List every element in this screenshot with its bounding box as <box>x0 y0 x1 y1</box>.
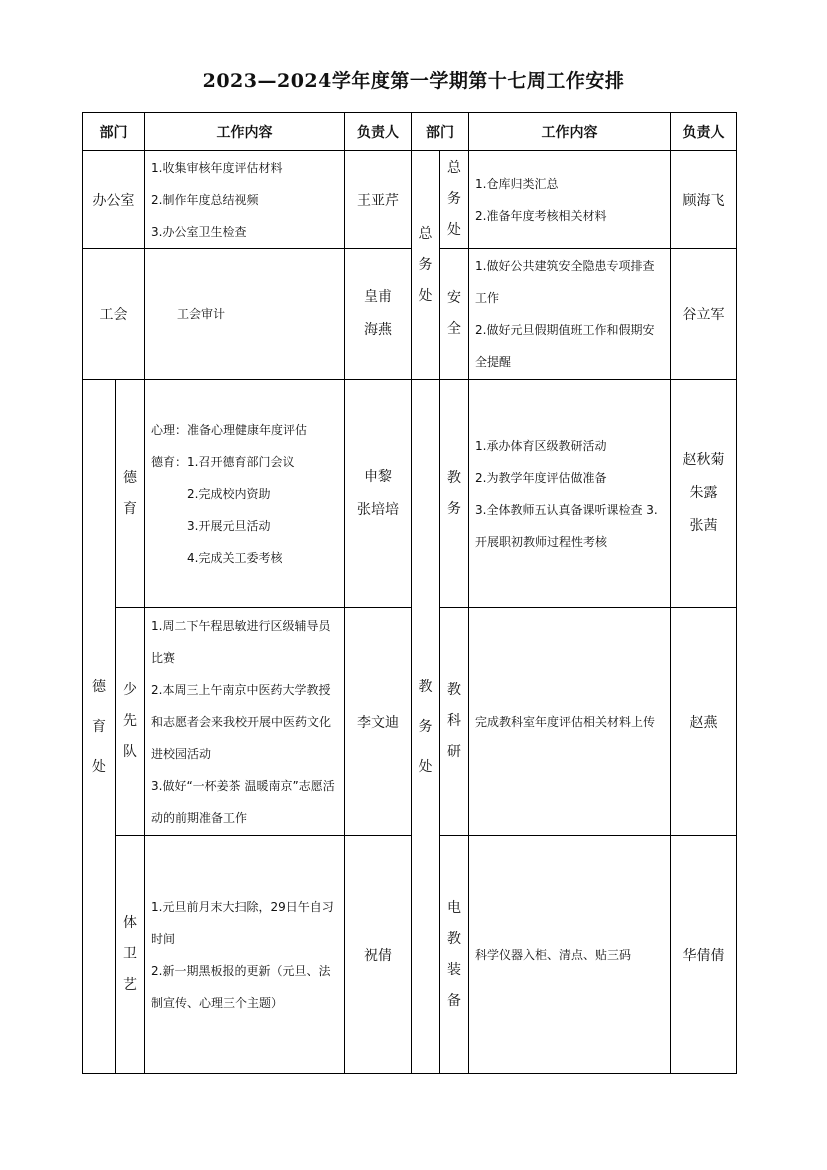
list-item: 2.做好元旦假期值班工作和假期安全提醒 <box>475 323 655 369</box>
research-owner: 赵燕 <box>671 608 737 836</box>
list-item: 1.周二下午程思敏进行区级辅导员比赛 <box>151 618 331 665</box>
header-row <box>83 113 737 151</box>
list-item: 1.仓库归类汇总 <box>475 176 559 191</box>
list-item: 2.新一期黑板报的更新（元旦、法制宣传、心理三个主题） <box>151 963 331 1010</box>
subdept-general: 总 务 处 <box>440 151 469 249</box>
list-item: 2.本周三上午南京中医药大学教授和志愿者会来我校开展中医药文化进校园活动 <box>151 682 332 761</box>
page-title: 2023—2024学年度第一学期第十七周工作安排 <box>202 70 625 92</box>
header-dept-right: 部门 <box>412 113 469 151</box>
list-item: 德育：1.召开德育部门会议 <box>151 454 295 469</box>
safety-owner: 谷立军 <box>671 249 737 380</box>
dept-union: 工会 <box>83 249 145 380</box>
sports-owner: 祝倩 <box>345 836 412 1074</box>
subdept-equipment: 电 教 装 备 <box>440 836 469 1074</box>
table-row-pioneers <box>83 608 737 836</box>
table-row-union <box>83 249 737 380</box>
general-content <box>469 151 671 249</box>
subdept-deyu: 德 育 <box>116 380 145 608</box>
list-item: 1.元旦前月末大扫除，29日午自习时间 <box>151 899 334 946</box>
list-item: 2.制作年度总结视频 <box>151 192 259 207</box>
list-item: 科学仪器入柜、清点、贴三码 <box>475 947 632 962</box>
equipment-owner: 华倩倩 <box>671 836 737 1074</box>
list-item: 1.收集审核年度评估材料 <box>151 160 283 175</box>
pioneers-content <box>145 608 345 836</box>
dept-academic-affairs: 教 务 处 <box>412 380 440 1074</box>
table-row-deyu <box>83 380 737 608</box>
list-item: 3.做好“一杯姜茶 温暖南京”志愿活动的前期准备工作 <box>151 778 335 825</box>
subdept-pioneers: 少 先 队 <box>116 608 145 836</box>
sports-content <box>145 836 345 1074</box>
table-row-sports <box>83 836 737 1074</box>
list-item: 3.全体教师五认真备课听课检查 3.开展职初教师过程性考核 <box>475 502 658 549</box>
list-item: 3.办公室卫生检查 <box>151 224 247 239</box>
research-content <box>469 608 671 836</box>
union-content <box>145 249 345 380</box>
header-dept: 部门 <box>83 113 145 151</box>
list-item: 心理：准备心理健康年度评估 <box>151 422 308 437</box>
subdept-academic: 教 务 <box>440 380 469 608</box>
list-item: 4.完成关工委考核 <box>187 550 283 565</box>
list-item: 2.准备年度考核相关材料 <box>475 208 607 223</box>
schedule-table <box>82 112 737 1074</box>
union-owner: 皇甫 海燕 <box>345 249 412 380</box>
subdept-research: 教 科 研 <box>440 608 469 836</box>
list-item: 1.做好公共建筑安全隐患专项排查工作 <box>475 259 655 305</box>
general-owner: 顾海飞 <box>671 151 737 249</box>
pioneers-owner: 李文迪 <box>345 608 412 836</box>
header-content-right: 工作内容 <box>469 113 671 151</box>
header-content: 工作内容 <box>145 113 345 151</box>
dept-office: 办公室 <box>83 151 145 249</box>
dept-moral-education: 德 育 处 <box>83 380 116 1074</box>
deyu-content <box>145 380 345 608</box>
equipment-content <box>469 836 671 1074</box>
header-owner-right: 负责人 <box>671 113 737 151</box>
list-item: 完成教科室年度评估相关材料上传 <box>475 714 656 729</box>
deyu-owner: 申黎 张培培 <box>345 380 412 608</box>
list-item: 2.为教学年度评估做准备 <box>475 470 607 485</box>
safety-content <box>469 249 671 380</box>
academic-owner: 赵秋菊 朱露 张茜 <box>671 380 737 608</box>
header-owner: 负责人 <box>345 113 412 151</box>
academic-content <box>469 380 671 608</box>
dept-general-affairs: 总 务 处 <box>412 151 440 380</box>
list-item: 2.完成校内资助 <box>187 486 271 501</box>
list-item: 1.承办体育区级教研活动 <box>475 438 607 453</box>
table-row-office <box>83 151 737 249</box>
office-content <box>145 151 345 249</box>
office-owner: 王亚芹 <box>345 151 412 249</box>
subdept-safety: 安 全 <box>440 249 469 380</box>
list-item: 工会审计 <box>177 307 226 321</box>
subdept-sports: 体 卫 艺 <box>116 836 145 1074</box>
list-item: 3.开展元旦活动 <box>187 518 271 533</box>
